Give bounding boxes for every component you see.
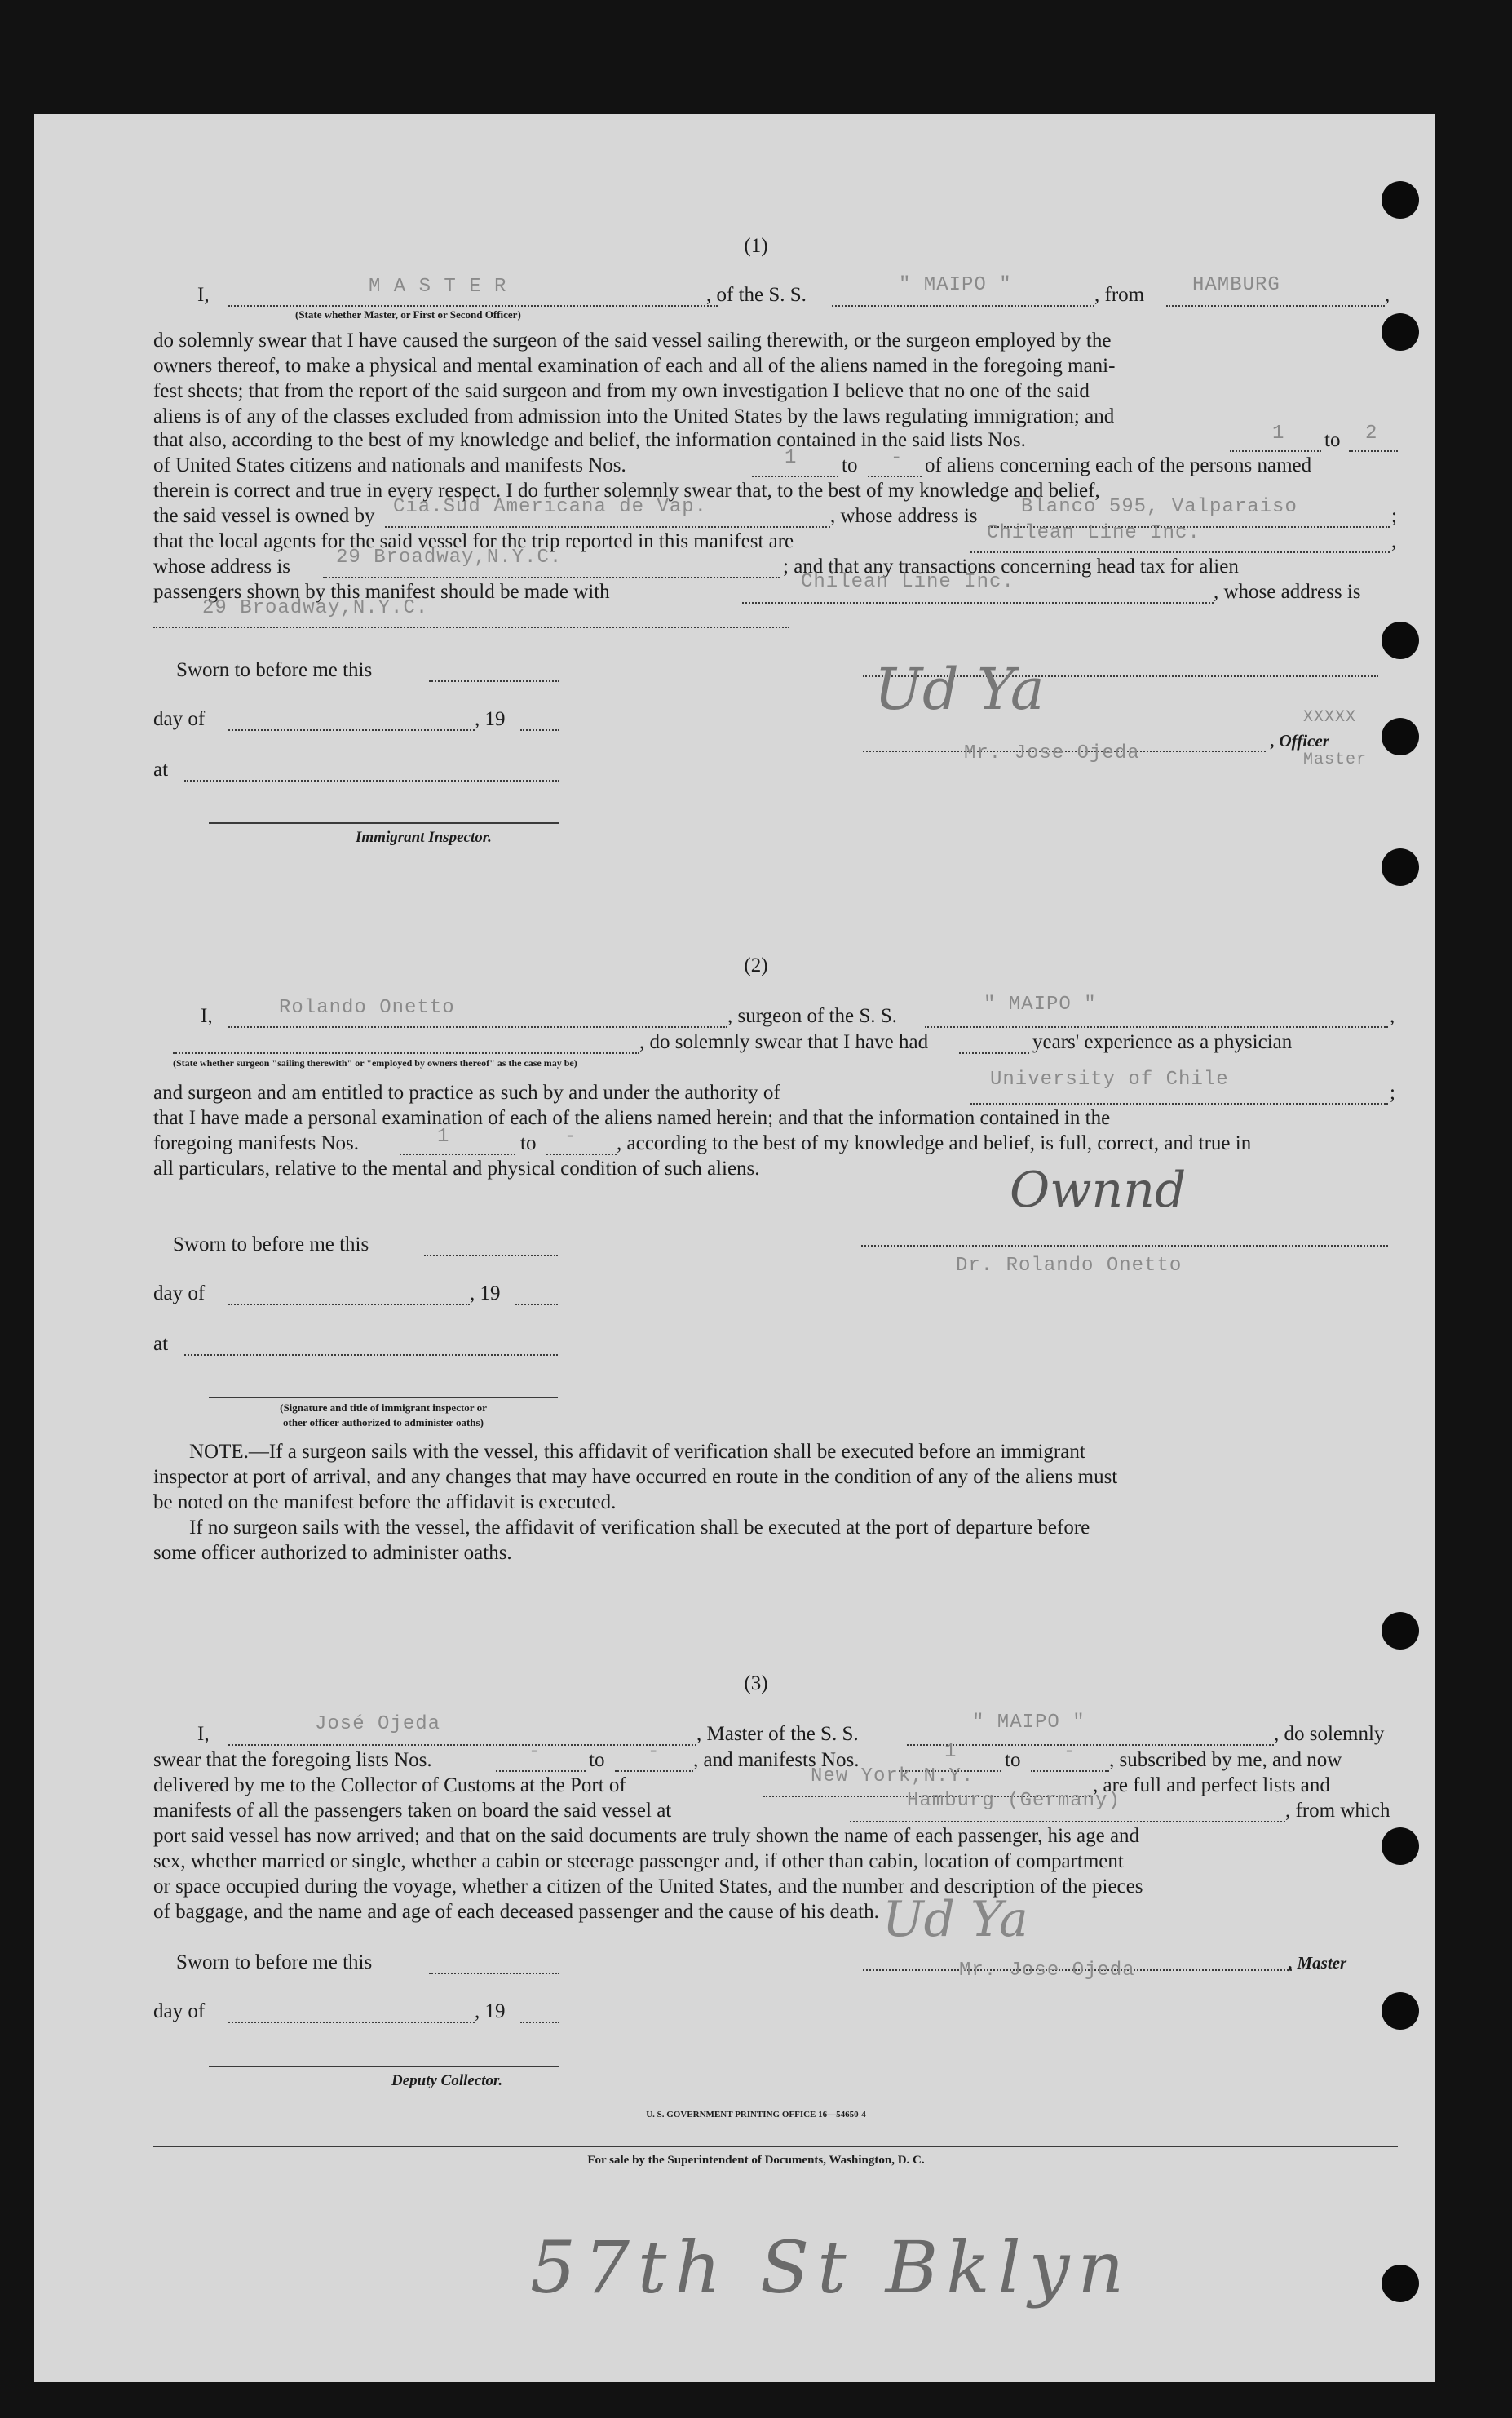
authority-line: and surgeon and am entitled to practice as such by and under the authority of	[153, 1082, 780, 1104]
pencil-address-note: 57th St Bklyn	[530, 2225, 1133, 2310]
s2-sworn-label: Sworn to before me this	[173, 1233, 369, 1256]
punch-hole	[1382, 1612, 1419, 1650]
section-1-i: I,	[197, 284, 210, 306]
lists-to-label: to	[1324, 429, 1341, 451]
s3-solemnly-label: , do solemnly	[1274, 1723, 1385, 1745]
s2-manifests-from-line	[400, 1154, 515, 1155]
note-label: NOTE.	[189, 1441, 249, 1463]
agents-address-typed: 29 Broadway,N.Y.C.	[336, 547, 563, 569]
s3-year-line	[520, 2022, 559, 2023]
surgeon-vessel-typed: " MAIPO "	[984, 994, 1097, 1016]
note-line-3: be noted on the manifest before the affidavit is executed.	[153, 1491, 617, 1513]
s3-lists-to-label: to	[589, 1749, 605, 1771]
officer-caption: (State whether Master, or First or Second Officer)	[295, 308, 521, 321]
s3-line-5: port said vessel has now arrived; and that on the said documents are truly shown the name of each passenger, his age and	[153, 1825, 1140, 1847]
s3-subscribed-label: , subscribed by me, and now	[1109, 1749, 1342, 1771]
head-tax-label: ; and that any transactions concerning head tax for alien	[783, 556, 1239, 578]
s2-sworn-line	[424, 1255, 558, 1256]
s2-signer-typed: Dr. Rolando Onetto	[956, 1255, 1183, 1277]
punch-hole	[1382, 1827, 1419, 1865]
s1-struck-typed: XXXXX	[1303, 708, 1357, 727]
surgeon-type-line	[173, 1052, 639, 1054]
manifests-to: -	[891, 447, 904, 469]
manifest-page: (1) I, M A S T E R (State whether Master, or First or Second Officer) , of the S. S. " MAIPO " , from HAMBURG , do solemnly swear that I have caused the surgeon of the said vessel sailing therewith, or the surgeon employed by the owners thereof, to make a physical and mental examination of each and all of the aliens named in the foregoing mani- fest sheets; that from the report of the said surgeon and from my own investigation I believe that no one of the said aliens is of any of the classes excluded from admission into the United States by the laws regulating immigration; and that also, according to the best of my knowledge and belief, the information contained in the said lists Nos. 1 to 2 of United States citizens and nationals and manifests Nos. 1 to - of aliens concerning each of the persons named therein is correct and true in every respect. I do further solemnly swear that, to the best of my knowledge and belief, the said vessel is owned by Cia.Sud Americana de Vap. , whose address is Blanco 595, Valparaiso ; that the local agents for the said vessel for the trip reported in this manifest are Chilean Line Inc. , whose address is 29 Broadway,N.Y.C. ; and that any transactions concerning head tax for alien passengers shown by this manifest should be made with Chilean Line Inc. , whose address is 29 Broadway,N.Y.C. Sworn to before me this day of , 19 at Immigrant Inspector. Ud Ya Mr. Jose Ojeda , Officer XXXXX Master (2) I, Rolando Onetto , surgeon of the S. S. " MAIPO " , , do solemnly swear that I have had years' experience as a physician (State whether surgeon "sailing therewith" or "employed by owners thereof" as the case may be) and surgeon and am entitled to practice as such by and under the authority of University of Chile ; that I have made a personal examination of each of the aliens named herein; and that the information contained in the foregoing manifests Nos. 1 to - , according to the best of my knowledge and belief, is full, correct, and true in all particulars, relative to the mental and physical condition of such aliens. Sworn to before me this day of , 19 at (Signature and title of immigrant inspector or other officer authorized to administer oaths) Ownnd Dr. Rolando Onetto NOTE.—If a surgeon sails with the vessel, this affidavit of verification shall be executed before an immigrant inspector at port of arrival, and any changes that may have occurred en route in the condition of any of the aliens must be noted on the manifest before the affidavit is executed. If no surgeon sails with the vessel, the affidavit of verification shall be executed at the port of departure before some officer authorized to administer oaths. (3) I, José Ojeda , Master of the S. S. " MAIPO " , do solemnly swear that the foregoing lists Nos. - to - , and manifests Nos. 1 to - , subscribed by me, and now delivered by me to the Collector of Customs at the Port of New York,N.Y. , are full and perfect lists and manifests of all the passengers taken on board the said vessel at Hamburg (Germany) , from which port said vessel has now arrived; and that on the said documents are truly shown the name of each passenger, his age and sex, whether married or single, whether a cabin or steerage passenger and, if other than cabin, location of compartment or space occupied during the voyage, whether a citizen of the United States, and the number and description of the pieces of baggage, and the name and age of each deceased passenger and the cause of his death. Sworn to before me this day of , 19 Deputy Collector. Ud Ya Mr. Jose Ojeda , Master U. S. GOVERNMENT PRINTING OFFICE 16—54650-4 For sale by the Superintendent of Documents, Washington, D. C. 57th St Bklyn	[34, 114, 1435, 2382]
manifests-to-label: to	[842, 454, 858, 476]
authority-typed: University of Chile	[990, 1069, 1229, 1091]
head-tax-typed: Chilean Line Inc.	[801, 571, 1015, 593]
s2-line-3: that I have made a personal examination of each of the aliens named herein; and that the information contained in the	[153, 1107, 1111, 1129]
s1-master-typed: Master	[1303, 751, 1368, 769]
s1-sworn-label: Sworn to before me this	[176, 659, 373, 681]
authority-fill-line	[970, 1103, 1388, 1105]
s2-day-line	[228, 1304, 470, 1305]
head-tax-address-label: , whose address is	[1214, 581, 1361, 603]
s3-signature: Ud Ya	[882, 1891, 1028, 1948]
note-line-5: some officer authorized to administer oaths.	[153, 1542, 512, 1564]
note-line-2: inspector at port of arrival, and any changes that may have occurred en route in the condition of any of the aliens must	[153, 1466, 1118, 1488]
s1-signer-typed: Mr. Jose Ojeda	[964, 742, 1140, 764]
lists-to-line	[1349, 450, 1398, 452]
experience-label: years' experience as a physician	[1032, 1031, 1293, 1053]
agents-address-line	[323, 577, 780, 578]
agents-label: that the local agents for the said vessel for the trip reported in this manifest are	[153, 530, 794, 552]
s3-line-6: sex, whether married or single, whether a cabin or steerage passenger and, if other than cabin, location of compartment	[153, 1850, 1124, 1872]
surgeon-vessel-line	[925, 1026, 1388, 1028]
s1-line-6b: of aliens concerning each of the persons named	[925, 454, 1312, 476]
s3-master-label: , Master	[1289, 1953, 1347, 1973]
of-ss-label: , of the S. S.	[706, 284, 807, 306]
s1-day-line	[228, 729, 475, 731]
s3-sworn-label: Sworn to before me this	[176, 1951, 373, 1973]
s3-port-typed: New York,N.Y.	[811, 1765, 975, 1787]
section-2-number: (2)	[744, 954, 768, 976]
punch-hole	[1382, 2265, 1419, 2302]
s2-line-4a: foregoing manifests Nos.	[153, 1132, 360, 1154]
s3-lists-to: -	[648, 1741, 661, 1763]
experience-line	[959, 1052, 1029, 1054]
s3-line-3a: delivered by me to the Collector of Customs at the Port of	[153, 1774, 626, 1796]
s1-at-line	[184, 780, 559, 782]
owned-label: the said vessel is owned by	[153, 505, 375, 527]
surgeon-typed: Rolando Onetto	[279, 997, 455, 1019]
s3-lists-from-line	[496, 1770, 586, 1772]
s2-line-5: all particulars, relative to the mental and physical condition of such aliens.	[153, 1158, 760, 1180]
manifests-to-line	[868, 476, 922, 477]
s1-inspector-caption: Immigrant Inspector.	[356, 829, 492, 846]
s3-master-line	[228, 1744, 696, 1746]
s1-year-label: , 19	[475, 708, 506, 730]
agents-address-label: whose address is	[153, 556, 291, 578]
s3-lists-to-line	[615, 1770, 693, 1772]
s1-inspector-line	[209, 822, 559, 824]
note-line-1	[189, 1441, 1085, 1464]
manifests-from: 1	[785, 447, 798, 469]
s3-embark-line	[850, 1821, 1285, 1822]
s2-at-line	[184, 1354, 558, 1356]
punch-hole	[1382, 622, 1419, 659]
s3-line-3b: , are full and perfect lists and	[1093, 1774, 1330, 1796]
s2-to-label: to	[520, 1132, 537, 1154]
footer-rule	[153, 2146, 1398, 2147]
from-line	[1166, 305, 1385, 307]
agents-line	[970, 551, 1390, 553]
s3-line-7: or space occupied during the voyage, whether a citizen of the United States, and the number and description of the pieces	[153, 1876, 1143, 1898]
s3-lists-from: -	[528, 1741, 542, 1763]
owner-address-label: , whose address is	[830, 505, 978, 527]
s3-manifests-to-label: to	[1005, 1749, 1021, 1771]
s3-vessel-typed: " MAIPO "	[972, 1712, 1085, 1734]
surgeon-line	[228, 1026, 727, 1028]
section-3-number: (3)	[744, 1672, 768, 1694]
head-tax-agent-line	[742, 602, 1214, 604]
surgeon-of-label: , surgeon of the S. S.	[727, 1005, 897, 1027]
section-3-i: I,	[197, 1723, 210, 1745]
s3-embark-typed: Hamburg (Germany)	[907, 1790, 1121, 1812]
s3-day-line	[228, 2022, 475, 2023]
s1-line-5a: that also, according to the best of my knowledge and belief, the information contained in the said lists Nos.	[153, 429, 1026, 451]
lists-from-line	[1230, 450, 1321, 452]
head-tax-line: passengers shown by this manifest should be made with	[153, 581, 610, 603]
s3-collector-caption: Deputy Collector.	[391, 2072, 503, 2089]
s1-line-1: do solemnly swear that I have caused the surgeon of the said vessel sailing therewith, or the surgeon employed by the	[153, 330, 1112, 352]
swear-label: , do solemnly swear that I have had	[639, 1031, 929, 1053]
vessel-line	[832, 305, 1094, 307]
s1-officer-suffix: , Officer	[1271, 731, 1329, 751]
s3-manifests-to-line	[1031, 1770, 1109, 1772]
s2-manifests-from: 1	[437, 1126, 450, 1148]
s1-line-2: owners thereof, to make a physical and mental examination of each and all of the aliens named in the foregoing mani-	[153, 355, 1116, 377]
agents-typed: Chilean Line Inc.	[987, 522, 1200, 544]
s3-year-label: , 19	[475, 2000, 506, 2022]
s3-manifests-to: -	[1063, 1741, 1077, 1763]
s1-at-label: at	[153, 759, 169, 781]
s2-sig-caption-2: other officer authorized to administer oaths)	[283, 1416, 484, 1428]
s3-vessel-line	[907, 1744, 1274, 1746]
s2-signer-line	[861, 1245, 1388, 1247]
for-sale-line: For sale by the Superintendent of Documents, Washington, D. C.	[587, 2154, 925, 2167]
s2-sig-caption-1: (Signature and title of immigrant inspector or	[280, 1402, 487, 1414]
s3-manifests-label: , and manifests Nos.	[693, 1749, 860, 1771]
officer-line	[228, 305, 718, 307]
s1-line-3: fest sheets; that from the report of the said surgeon and from my own investigation I believe that no one of the said	[153, 380, 1090, 402]
punch-hole	[1382, 1992, 1419, 2030]
s3-line-2a: swear that the foregoing lists Nos.	[153, 1749, 432, 1771]
s3-master-of-label: , Master of the S. S.	[696, 1723, 859, 1745]
s3-signer-typed: Mr. Jose Ojeda	[959, 1960, 1135, 1982]
from-label: , from	[1094, 284, 1145, 306]
lists-to: 2	[1365, 423, 1378, 445]
s3-manifests-from: 1	[944, 1741, 957, 1763]
s3-master-typed: José Ojeda	[315, 1713, 441, 1735]
s3-sworn-line	[429, 1973, 559, 1974]
manifests-from-line	[752, 476, 838, 477]
gpo-imprint: U. S. GOVERNMENT PRINTING OFFICE 16—54650-4	[646, 2110, 866, 2119]
s3-line-8: of baggage, and the name and age of each deceased passenger and the cause of his death.	[153, 1901, 879, 1923]
s3-collector-line	[209, 2066, 559, 2067]
owner-line	[385, 526, 830, 528]
note-line-4: If no surgeon sails with the vessel, the affidavit of verification shall be executed at the port of departure before	[189, 1517, 1090, 1539]
s2-year-line	[515, 1304, 558, 1305]
note-text-1: —If a surgeon sails with the vessel, this affidavit of verification shall be executed before an immigrant	[248, 1441, 1085, 1463]
punch-hole	[1382, 718, 1419, 755]
head-tax-address-typed: 29 Broadway,N.Y.C.	[202, 597, 429, 619]
s3-line-4a: manifests of all the passengers taken on board the said vessel at	[153, 1800, 672, 1822]
owner-address-typed: Blanco 595, Valparaiso	[1021, 496, 1298, 518]
s2-line-4b: , according to the best of my knowledge and belief, is full, correct, and true in	[617, 1132, 1252, 1154]
section-1-number: (1)	[744, 235, 768, 257]
from-typed: HAMBURG	[1192, 274, 1280, 296]
s1-year-line	[520, 729, 559, 731]
head-tax-address-line	[153, 627, 789, 628]
punch-hole	[1382, 848, 1419, 886]
officer-typed: M A S T E R	[369, 276, 507, 298]
lists-from: 1	[1272, 423, 1285, 445]
s1-line-4: aliens is of any of the classes excluded from admission into the United States by the laws regulating immigration; and	[153, 405, 1115, 427]
punch-hole	[1382, 181, 1419, 219]
owner-typed: Cia.Sud Americana de Vap.	[393, 496, 708, 518]
s2-day-of-label: day of	[153, 1282, 206, 1304]
s1-signature: Ud Ya	[874, 656, 1045, 723]
s1-line-6a: of United States citizens and nationals and manifests Nos.	[153, 454, 626, 476]
vessel-typed: " MAIPO "	[899, 274, 1012, 296]
surgeon-caption: (State whether surgeon "sailing therewith" or "employed by owners thereof" as the case may be)	[173, 1057, 577, 1069]
s1-day-of-label: day of	[153, 708, 206, 730]
s3-day-of-label: day of	[153, 2000, 206, 2022]
s2-signature: Ownnd	[1010, 1162, 1187, 1219]
s2-at-label: at	[153, 1333, 169, 1355]
s2-year-label: , 19	[470, 1282, 501, 1304]
s2-manifests-to: -	[564, 1126, 577, 1148]
section-2-i: I,	[201, 1005, 213, 1027]
s3-line-4b: , from which	[1285, 1800, 1390, 1822]
s2-inspector-line	[209, 1397, 558, 1398]
s2-manifests-to-line	[546, 1154, 617, 1155]
s1-sworn-line	[429, 680, 559, 682]
s1-line-7: therein is correct and true in every respect. I do further solemnly swear that, to the best of my knowledge and belief,	[153, 480, 1100, 502]
section-1-paragraph	[153, 328, 1398, 429]
